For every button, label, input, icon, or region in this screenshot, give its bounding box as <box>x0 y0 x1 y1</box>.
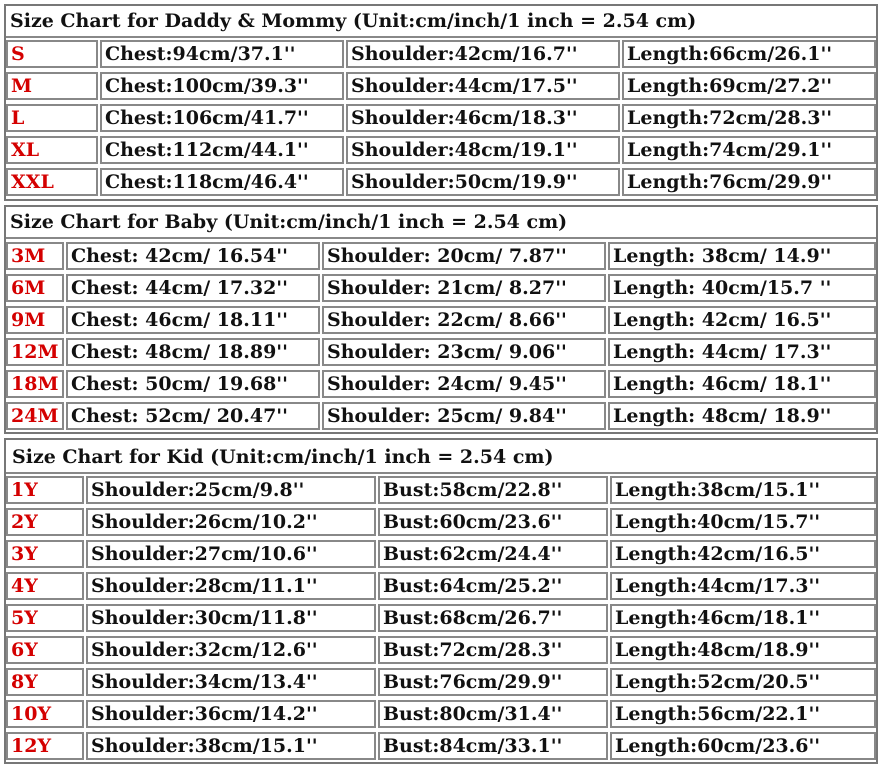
adult-size-chart <box>4 4 878 201</box>
table-row <box>6 666 876 698</box>
table-row <box>6 70 876 102</box>
measurement-cell: Chest: 50cm/ 19.68'' <box>66 370 320 398</box>
size-label: 8Y <box>6 668 84 696</box>
measurement-cell: Shoulder:46cm/18.3'' <box>346 104 620 132</box>
measurement-cell: Shoulder: 25cm/ 9.84'' <box>322 402 606 430</box>
size-label: 3Y <box>6 540 84 568</box>
measurement-cell: Shoulder: 23cm/ 9.06'' <box>322 338 606 366</box>
table-row <box>6 304 876 336</box>
measurement-cell: Length: 46cm/ 18.1'' <box>608 370 876 398</box>
kid-chart-title: Size Chart for Kid (Unit:cm/inch/1 inch = 2.54 cm) <box>6 440 876 474</box>
measurement-cell: Chest:100cm/39.3'' <box>100 72 344 100</box>
measurement-cell: Shoulder:34cm/13.4'' <box>86 668 376 696</box>
adult-chart-title: Size Chart for Daddy & Mommy (Unit:cm/inch/1 inch = 2.54 cm) <box>6 6 876 38</box>
size-label: 6M <box>6 274 64 302</box>
measurement-cell: Shoulder:36cm/14.2'' <box>86 700 376 728</box>
measurement-cell: Length:69cm/27.2'' <box>622 72 876 100</box>
measurement-cell: Length: 42cm/ 16.5'' <box>608 306 876 334</box>
baby-chart-title: Size Chart for Baby (Unit:cm/inch/1 inch = 2.54 cm) <box>6 207 876 239</box>
table-row <box>6 272 876 304</box>
measurement-cell: Length:44cm/17.3'' <box>610 572 876 600</box>
measurement-cell: Length: 48cm/ 18.9'' <box>608 402 876 430</box>
measurement-cell: Chest: 52cm/ 20.47'' <box>66 402 320 430</box>
size-label: L <box>6 104 98 132</box>
measurement-cell: Length:40cm/15.7'' <box>610 508 876 536</box>
size-label: 4Y <box>6 572 84 600</box>
table-row <box>6 538 876 570</box>
measurement-cell: Bust:62cm/24.4'' <box>378 540 608 568</box>
table-row <box>6 368 876 400</box>
measurement-cell: Chest:94cm/37.1'' <box>100 40 344 68</box>
table-row <box>6 166 876 198</box>
size-label: XXL <box>6 168 98 196</box>
measurement-cell: Shoulder:50cm/19.9'' <box>346 168 620 196</box>
table-row <box>6 730 876 762</box>
size-label: 12Y <box>6 732 84 760</box>
measurement-cell: Bust:72cm/28.3'' <box>378 636 608 664</box>
size-label: 2Y <box>6 508 84 536</box>
measurement-cell: Shoulder:30cm/11.8'' <box>86 604 376 632</box>
measurement-cell: Length:60cm/23.6'' <box>610 732 876 760</box>
measurement-cell: Shoulder: 20cm/ 7.87'' <box>322 242 606 270</box>
measurement-cell: Shoulder:38cm/15.1'' <box>86 732 376 760</box>
measurement-cell: Bust:80cm/31.4'' <box>378 700 608 728</box>
size-label: 10Y <box>6 700 84 728</box>
size-label: M <box>6 72 98 100</box>
measurement-cell: Chest:118cm/46.4'' <box>100 168 344 196</box>
measurement-cell: Chest: 42cm/ 16.54'' <box>66 242 320 270</box>
table-row <box>6 38 876 70</box>
measurement-cell: Bust:84cm/33.1'' <box>378 732 608 760</box>
table-row <box>6 474 876 506</box>
table-row <box>6 570 876 602</box>
measurement-cell: Length:56cm/22.1'' <box>610 700 876 728</box>
table-row <box>6 400 876 432</box>
size-label: 3M <box>6 242 64 270</box>
measurement-cell: Bust:76cm/29.9'' <box>378 668 608 696</box>
table-row <box>6 240 876 272</box>
table-row <box>6 506 876 538</box>
measurement-cell: Shoulder:28cm/11.1'' <box>86 572 376 600</box>
measurement-cell: Length:48cm/18.9'' <box>610 636 876 664</box>
measurement-cell: Shoulder:42cm/16.7'' <box>346 40 620 68</box>
measurement-cell: Length:52cm/20.5'' <box>610 668 876 696</box>
measurement-cell: Length: 40cm/15.7 '' <box>608 274 876 302</box>
measurement-cell: Chest: 46cm/ 18.11'' <box>66 306 320 334</box>
measurement-cell: Length:66cm/26.1'' <box>622 40 876 68</box>
table-row <box>6 134 876 166</box>
measurement-cell: Bust:60cm/23.6'' <box>378 508 608 536</box>
measurement-cell: Chest: 48cm/ 18.89'' <box>66 338 320 366</box>
table-row <box>6 698 876 730</box>
measurement-cell: Chest:112cm/44.1'' <box>100 136 344 164</box>
size-label: 1Y <box>6 476 84 504</box>
measurement-cell: Length:74cm/29.1'' <box>622 136 876 164</box>
measurement-cell: Shoulder:27cm/10.6'' <box>86 540 376 568</box>
table-row <box>6 634 876 666</box>
measurement-cell: Shoulder: 24cm/ 9.45'' <box>322 370 606 398</box>
measurement-cell: Length:76cm/29.9'' <box>622 168 876 196</box>
size-label: 18M <box>6 370 64 398</box>
size-label: 5Y <box>6 604 84 632</box>
size-label: S <box>6 40 98 68</box>
measurement-cell: Bust:64cm/25.2'' <box>378 572 608 600</box>
measurement-cell: Length:38cm/15.1'' <box>610 476 876 504</box>
measurement-cell: Length: 44cm/ 17.3'' <box>608 338 876 366</box>
size-label: 12M <box>6 338 64 366</box>
measurement-cell: Shoulder:48cm/19.1'' <box>346 136 620 164</box>
measurement-cell: Length: 38cm/ 14.9'' <box>608 242 876 270</box>
measurement-cell: Shoulder:32cm/12.6'' <box>86 636 376 664</box>
size-label: XL <box>6 136 98 164</box>
measurement-cell: Shoulder: 22cm/ 8.66'' <box>322 306 606 334</box>
measurement-cell: Bust:68cm/26.7'' <box>378 604 608 632</box>
size-label: 6Y <box>6 636 84 664</box>
kid-size-chart <box>4 438 878 764</box>
measurement-cell: Length:72cm/28.3'' <box>622 104 876 132</box>
table-row <box>6 602 876 634</box>
measurement-cell: Chest:106cm/41.7'' <box>100 104 344 132</box>
measurement-cell: Length:46cm/18.1'' <box>610 604 876 632</box>
size-label: 24M <box>6 402 64 430</box>
measurement-cell: Chest: 44cm/ 17.32'' <box>66 274 320 302</box>
measurement-cell: Shoulder: 21cm/ 8.27'' <box>322 274 606 302</box>
measurement-cell: Bust:58cm/22.8'' <box>378 476 608 504</box>
size-label: 9M <box>6 306 64 334</box>
measurement-cell: Length:42cm/16.5'' <box>610 540 876 568</box>
measurement-cell: Shoulder:25cm/9.8'' <box>86 476 376 504</box>
table-row <box>6 102 876 134</box>
measurement-cell: Shoulder:26cm/10.2'' <box>86 508 376 536</box>
baby-size-chart <box>4 205 878 434</box>
table-row <box>6 336 876 368</box>
measurement-cell: Shoulder:44cm/17.5'' <box>346 72 620 100</box>
